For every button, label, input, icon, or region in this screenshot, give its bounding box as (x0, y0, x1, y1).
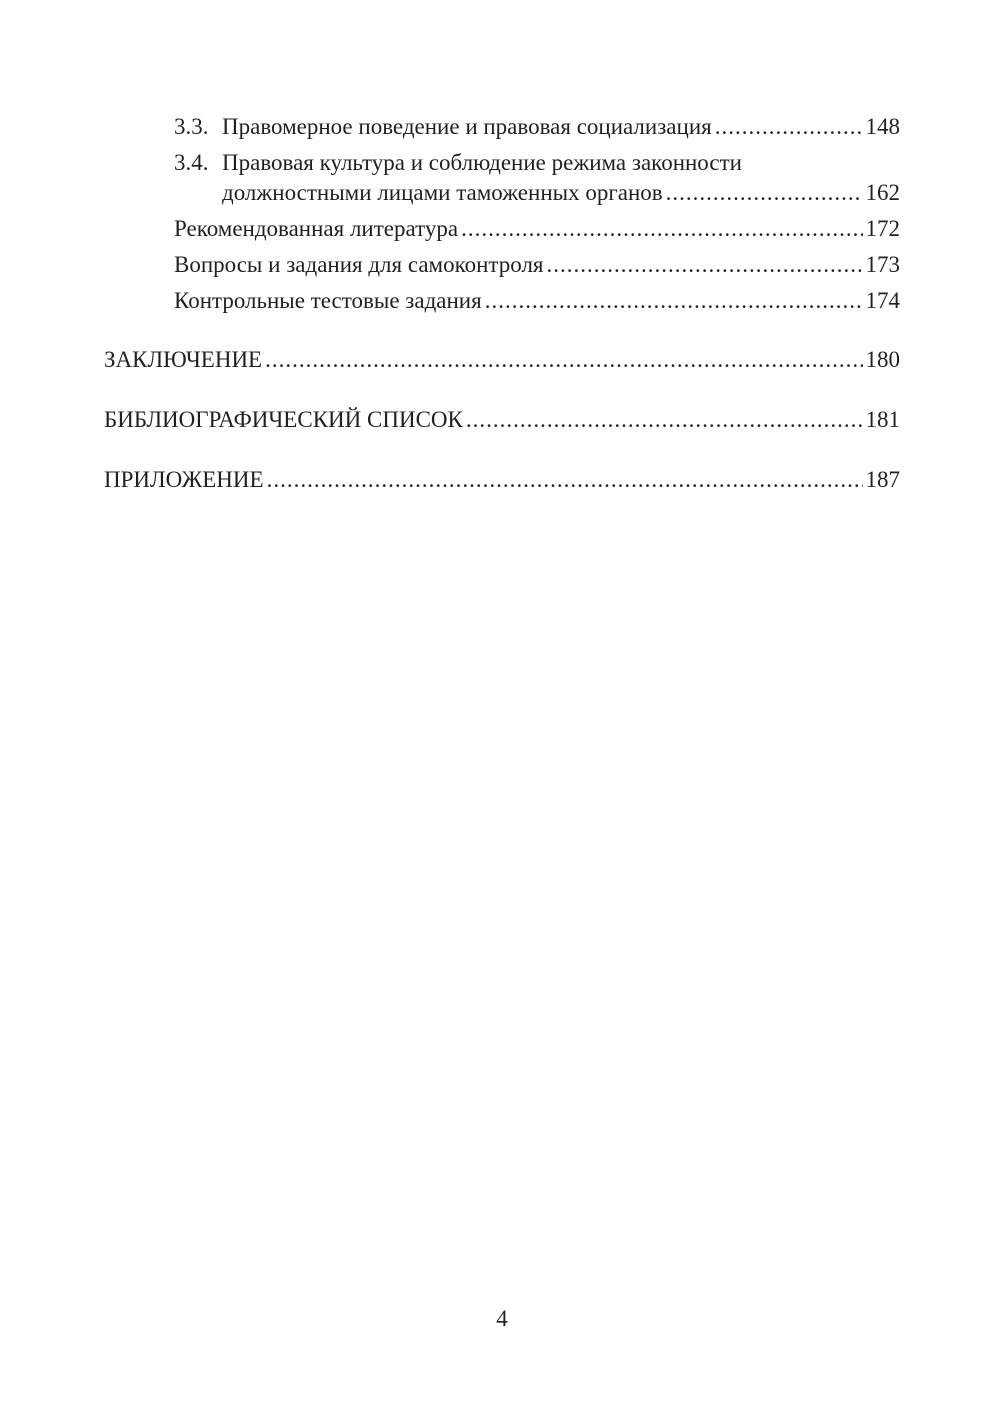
toc-entry-page: 174 (865, 288, 900, 313)
toc-entry-page: 148 (865, 114, 900, 139)
toc-entry-title: Контрольные тестовые задания (174, 288, 482, 313)
toc-entry-conclusion[interactable] (104, 345, 900, 375)
toc-entry-page: 187 (865, 467, 900, 492)
toc-leader-dots (485, 286, 863, 316)
toc-entry-page: 173 (865, 252, 900, 277)
toc-entry-number: 3.3. (174, 114, 209, 139)
toc-entry-title: БИБЛИОГРАФИЧЕСКИЙ СПИСОК (104, 407, 463, 432)
toc-entry-number: 3.4. (174, 150, 209, 175)
toc-entry-bibliography[interactable] (104, 405, 900, 435)
toc-entry-self-control-questions[interactable] (174, 250, 900, 280)
toc-entry-appendix[interactable] (104, 465, 900, 495)
toc-entry-page: 180 (865, 347, 900, 372)
toc-entry-recommended-literature[interactable] (174, 214, 900, 244)
toc-entry-title: Правомерное поведение и правовая социализация (222, 114, 712, 139)
toc-entry-title-line2: должностными лицами таможенных органов (222, 180, 663, 205)
toc-entry-page: 162 (865, 180, 900, 205)
toc-entry-title: Рекомендованная литература (174, 216, 459, 241)
toc-leader-dots (461, 214, 862, 244)
toc-entry-3-3[interactable] (174, 112, 900, 142)
toc-leader-dots (265, 345, 862, 375)
toc-leader-dots (666, 178, 863, 208)
toc-entry-page: 172 (865, 216, 900, 241)
page-number: 4 (496, 1306, 508, 1331)
toc-entry-page: 181 (865, 407, 900, 432)
toc-entry-control-tests[interactable] (174, 286, 900, 316)
toc-leader-dots (715, 112, 863, 142)
toc-entry-title: Вопросы и задания для самоконтроля (174, 252, 544, 277)
toc-leader-dots (466, 405, 863, 435)
toc-entry-title: ЗАКЛЮЧЕНИЕ (104, 347, 263, 372)
toc-leader-dots (547, 250, 863, 280)
toc-leader-dots (267, 465, 863, 495)
toc-entry-3-4[interactable] (174, 148, 900, 208)
toc-entry-title-line1: Правовая культура и соблюдение режима законности (222, 150, 742, 175)
toc-entry-title: ПРИЛОЖЕНИЕ (104, 467, 264, 492)
